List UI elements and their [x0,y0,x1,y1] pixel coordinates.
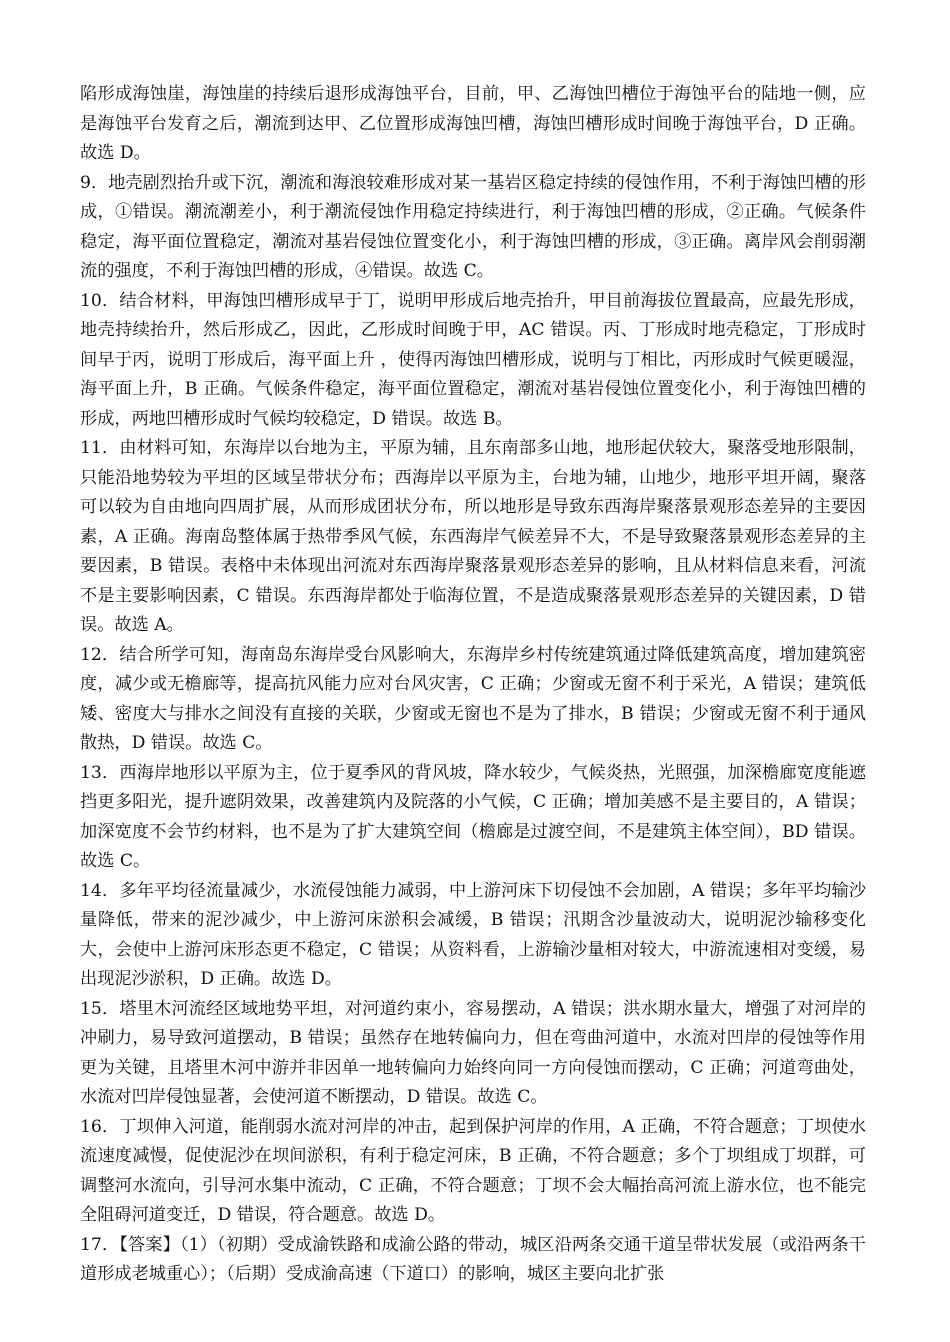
answer-16: 16．丁坝伸入河道，能削弱水流对河岸的冲击，起到保护河岸的作用，A 正确，不符合题意；丁坝使水流速度减慢，促使泥沙在坝间淤积，有利于稳定河床，B 正确，不符合题意；多个丁坝组成丁坝群，可调整河水流向，引导河水集中流动，C 正确，不符合题意；丁坝不会大幅抬高河流上游水位，也不能完全阻碍河道变迁，D 错误，符合题意。故选 D。 [80,1116,866,1225]
answer-15: 15．塔里木河流经区域地势平坦，对河道约束小，容易摆动，A 错误；洪水期水量大，增强了对河岸的冲刷力，易导致河道摆动，B 错误；虽然存在地转偏向力，但在弯曲河道中，水流对凹岸的侵蚀等作用更为关键，且塔里木河中游并非因单一地转偏向力始终向同一方向侵蚀而摆动，C 正确；河道弯曲处，水流对凹岸侵蚀显著，会使河道不断摆动，D 错误。故选 C。 [80,998,866,1107]
answer-document [80,80,866,1290]
answer-11: 11．由材料可知，东海岸以台地为主，平原为辅，且东南部多山地，地形起伏较大，聚落受地形限制，只能沿地势较为平坦的区域呈带状分布；西海岸以平原为主，台地为辅，山地少，地形平坦开阔，聚落可以较为自由地向四周扩展，从而形成团状分布，所以地形是导致东西海岸聚落景观形态差异的主要因素，A 正确。海南岛整体属于热带季风气候，东西海岸气候差异不大，不是导致聚落景观形态差异的主要因素，B 错误。表格中未体现出河流对东西海岸聚落景观形态差异的影响，且从材料信息来看，河流不是主要影响因素，C 错误。东西海岸都处于临海位置，不是造成聚落景观形态差异的关键因素，D 错误。故选 A。 [80,438,866,635]
answer-13: 13．西海岸地形以平原为主，位于夏季风的背风坡，降水较少，气候炎热，光照强，加深檐廊宽度能遮挡更多阳光，提升遮阴效果，改善建筑内及院落的小气候，C 正确；增加美感不是主要目的，A 错误；加深宽度不会节约材料，也不是为了扩大建筑空间（檐廊是过渡空间，不是建筑主体空间），BD 错误。故选 C。 [80,762,866,871]
answer-9: 9．地壳剧烈抬升或下沉，潮流和海浪较难形成对某一基岩区稳定持续的侵蚀作用，不利于海蚀凹槽的形成，①错误。潮流潮差小，利于潮流侵蚀作用稳定持续进行，利于海蚀凹槽的形成，②正确。气候条件稳定，海平面位置稳定，潮流对基岩侵蚀位置变化小，利于海蚀凹槽的形成，③正确。离岸风会削弱潮流的强度，不利于海蚀凹槽的形成，④错误。故选 C。 [80,172,866,281]
answer-14: 14．多年平均径流量减少，水流侵蚀能力减弱，中上游河床下切侵蚀不会加剧，A 错误；多年平均输沙量降低，带来的泥沙减少，中上游河床淤积会减缓，B 错误；汛期含沙量波动大，说明泥沙输移变化大，会使中上游河床形态更不稳定，C 错误；从资料看，上游输沙量相对较大，中游流速相对变缓，易出现泥沙淤积，D 正确。故选 D。 [80,880,866,989]
answer-17: 17．【答案】（1）（初期）受成渝铁路和成渝公路的带动，城区沿两条交通干道呈带状发展（或沿两条干道形成老城重心）；（后期）受成渝高速（下道口）的影响，城区主要向北扩张 [80,1234,866,1284]
paragraph-continuation: 陷形成海蚀崖，海蚀崖的持续后退形成海蚀平台，目前，甲、乙海蚀凹槽位于海蚀平台的陆地一侧，应是海蚀平台发育之后，潮流到达甲、乙位置形成海蚀凹槽，海蚀凹槽形成时间晚于海蚀平台，D 正确。故选 D。 [80,84,866,163]
answer-10: 10．结合材料，甲海蚀凹槽形成早于丁，说明甲形成后地壳抬升，甲目前海拔位置最高，应最先形成，地壳持续抬升，然后形成乙，因此，乙形成时间晚于甲，AC 错误。丙、丁形成时地壳稳定，丁形成时间早于丙，说明丁形成后，海平面上升 ，使得丙海蚀凹槽形成，说明与丁相比，丙形成时气候更暖湿，海平面上升，B 正确。气候条件稳定，海平面位置稳定，潮流对基岩侵蚀位置变化小，利于海蚀凹槽的形成，两地凹槽形成时气候均较稳定，D 错误。故选 B。 [80,290,866,429]
answer-12: 12．结合所学可知，海南岛东海岸受台风影响大，东海岸乡村传统建筑通过降低建筑高度，增加建筑密度，减少或无檐廊等，提高抗风能力应对台风灾害，C 正确；少窗或无窗不利于采光，A 错误；建筑低矮、密度大与排水之间没有直接的关联，少窗或无窗也不是为了排水，B 错误；少窗或无窗不利于通风散热，D 错误。故选 C。 [80,644,866,753]
